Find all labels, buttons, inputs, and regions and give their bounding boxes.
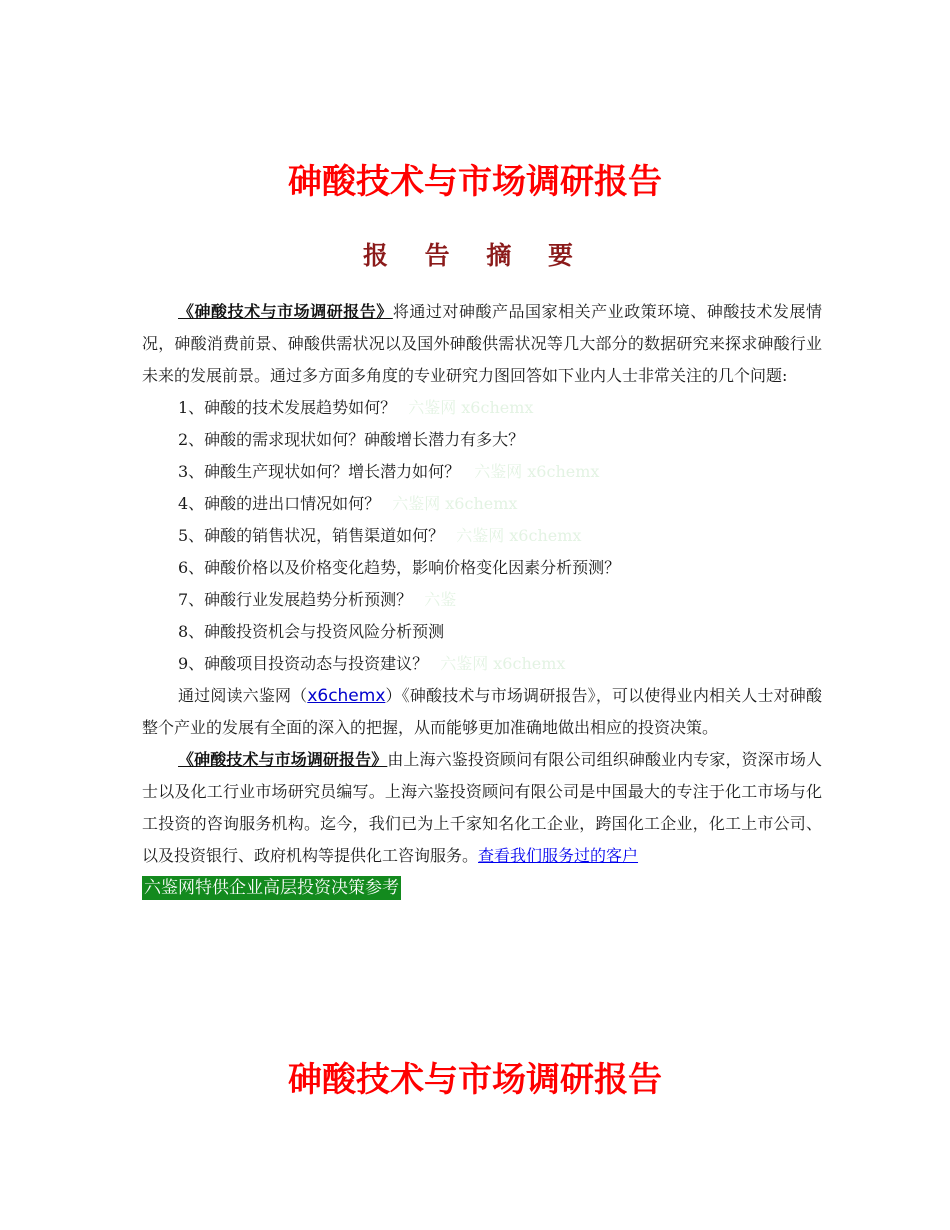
question-text: 6、砷酸价格以及价格变化趋势，影响价格变化因素分析预测？ xyxy=(178,558,621,577)
question-text: 1、砷酸的技术发展趋势如何？ xyxy=(178,398,397,417)
question-item xyxy=(142,488,822,520)
reading-text-before: 通过阅读六鉴网（ xyxy=(178,686,308,705)
question-text: 3、砷酸生产现状如何？增长潜力如何？ xyxy=(178,462,461,481)
banner-row xyxy=(142,872,822,904)
question-item xyxy=(142,648,822,680)
question-item xyxy=(142,424,822,456)
question-text: 7、砷酸行业发展趋势分析预测？ xyxy=(178,590,413,609)
question-text: 9、砷酸项目投资动态与投资建议？ xyxy=(178,654,429,673)
intro-paragraph xyxy=(142,296,822,392)
watermark-text: 六鉴网 x6chemx xyxy=(408,398,534,417)
question-item xyxy=(142,456,822,488)
watermark-text: 六鉴网 x6chemx xyxy=(474,462,600,481)
question-item xyxy=(142,392,822,424)
question-text: 4、砷酸的进出口情况如何？ xyxy=(178,494,381,513)
intro-report-name: 《砷酸技术与市场调研报告》 xyxy=(178,302,393,321)
report-title-repeat: 砷酸技术与市场调研报告 xyxy=(288,1060,662,1100)
report-title: 砷酸技术与市场调研报告 xyxy=(288,162,662,202)
watermark-text: 六鉴 xyxy=(424,590,457,609)
question-item xyxy=(142,552,822,584)
reading-paragraph xyxy=(142,680,822,744)
question-item xyxy=(142,584,822,616)
question-text: 2、砷酸的需求现状如何？砷酸增长潜力有多大？ xyxy=(178,430,525,449)
question-text: 8、砷酸投资机会与投资风险分析预测 xyxy=(178,622,445,641)
view-clients-link[interactable]: 查看我们服务过的客户 xyxy=(478,846,639,865)
intro-text: 将通过对砷酸产品国家相关产业政策环境、砷酸技术发展情况，砷酸消费前景、砷酸供需状况以及国外砷酸供需状况等几大部分的数据研究来探求砷酸行业未来的发展前景。通过多方面多角度的专业研究力图回答如下业内人士非常关注的几个问题: xyxy=(142,302,822,385)
summary-body xyxy=(142,296,822,904)
about-text: 由上海六鉴投资顾问有限公司组织砷酸业内专家，资深市场人士以及化工行业市场研究员编写。上海六鉴投资顾问有限公司是中国最大的专注于化工市场与化工投资的咨询服务机构。迄今，我们已为上千家知名化工企业，跨国化工企业，化工上市公司、以及投资银行、政府机构等提供化工咨询服务。 xyxy=(142,750,822,865)
question-item xyxy=(142,616,822,648)
watermark-text: 六鉴网 x6chemx xyxy=(440,654,566,673)
about-paragraph xyxy=(142,744,822,872)
x6chemx-link[interactable]: x6chemx xyxy=(307,686,386,706)
reading-text-after: ）《砷酸技术与市场调研报告》，可以使得业内相关人士对砷酸整个产业的发展有全面的深入的把握，从而能够更加准确地做出相应的投资决策。 xyxy=(142,686,822,737)
watermark-text: 六鉴网 x6chemx xyxy=(392,494,518,513)
about-report-name: 《砷酸技术与市场调研报告》 xyxy=(178,750,388,769)
question-text: 5、砷酸的销售状况，销售渠道如何？ xyxy=(178,526,445,545)
decision-reference-banner: 六鉴网特供企业高层投资决策参考 xyxy=(144,878,399,898)
question-item xyxy=(142,520,822,552)
watermark-text: 六鉴网 x6chemx xyxy=(456,526,582,545)
report-summary-heading: 报 告 摘 要 xyxy=(362,241,588,270)
